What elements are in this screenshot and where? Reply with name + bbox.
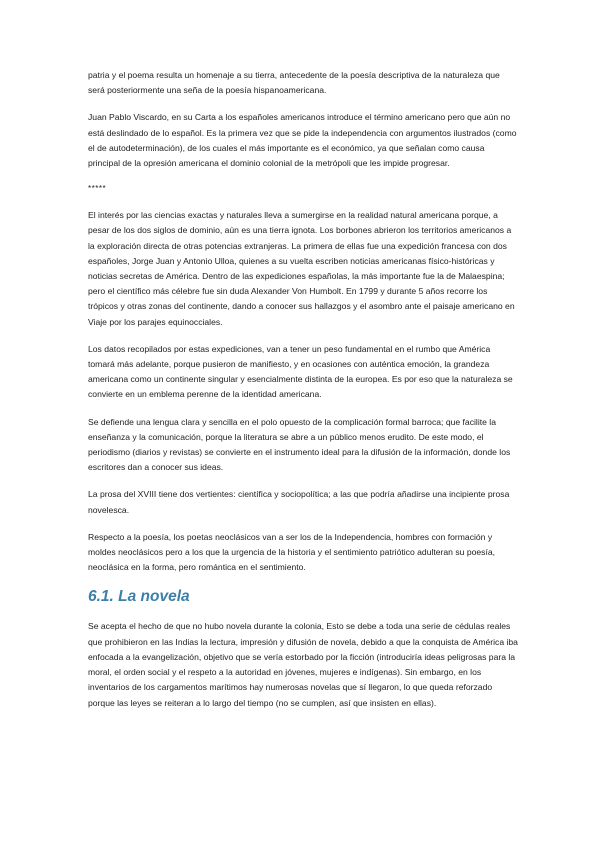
paragraph: Se acepta el hecho de que no hubo novela durante la colonia, Esto se debe a toda una serie de cédulas reales que prohibieron en las Indias la lectura, impresión y difusión de novela, debido a que la conquista de América iba enfocada a la evangelización, objetivo que se vería estorbado por la ficción (introduciría ideas peligrosas para la moral, el orden social y el respeto a la autoridad en jóvenes, mujeres e indígenas). Sin embargo, en los inventarios de los cargamentos marítimos hay numerosas novelas que sí llegaron, lo que queda reforzado porque las leyes se reiteran a lo largo del tiempo (no se cumplen, así que insisten en ellas). — [88, 621, 518, 708]
paragraph: La prosa del XVIII tiene dos vertientes: científica y sociopolítica; a las que podría añadirse una incipiente prosa novelesca. — [88, 489, 510, 515]
paragraph: Juan Pablo Viscardo, en su Carta a los españoles americanos introduce el término americano pero que aún no está deslindado de lo español. Es la primera vez que se pide la independencia con argumentos ilustrados (como el de autodeterminación), de los cuales el más importante es el económico, ya que señalan como causa principal de la opresión americana el dominio colonial de la metrópoli que les impide progresar. — [88, 112, 517, 169]
paragraph: patria y el poema resulta un homenaje a su tierra, antecedente de la poesía descriptiva de la naturaleza que será posteriormente una seña de la poesía hispanoamericana. — [88, 70, 500, 96]
paragraph: El interés por las ciencias exactas y naturales lleva a sumergirse en la realidad natural americana porque, a pesar de los dos siglos de dominio, aún es una tierra ignota. Los borbones abrieron los territorios americanos a la exploración directa de otras potencias extranjeras. La primera de ellas fue una expedición francesa con dos españoles, Jorge Juan y Antonio Ulloa, quienes a su vuelta escriben noticias americanas físico-históricas y noticias secretas de América. Dentro de las expediciones españolas, la más importante fue la de Malaespina; pero el científico más célebre fue sin duda Alexander Von Humbolt. En 1799 y durante 5 años recorre los trópicos y otras zonas del continente, dando a conocer sus hallazgos y el asombro ante el paisaje americano en Viaje por los parajes equinocciales. — [88, 210, 515, 327]
section-heading: 6.1. La novela — [88, 588, 190, 606]
paragraph: Respecto a la poesía, los poetas neoclásicos van a ser los de la Independencia, hombres con formación y moldes neoclásicos pero a los que la urgencia de la historia y el sentimiento patriótico adulteran su poesía, neoclásica en la forma, pero romántica en el sentimiento. — [88, 531, 496, 573]
document-page — [88, 68, 518, 723]
section-separator: ***** — [88, 184, 107, 194]
paragraph: Se defiende una lengua clara y sencilla en el polo opuesto de la complicación formal barroca; que facilite la enseñanza y la comunicación, porque la literatura se abre a un público menos erudito. De este modo, el periodismo (diarios y revistas) se convierte en el instrumento ideal para la difusión de la información, donde los escritores dan a conocer sus ideas. — [88, 416, 511, 473]
paragraph: Los datos recopilados por estas expediciones, van a tener un peso fundamental en el rumbo que América tomará más adelante, porque pusieron de manifiesto, y en ocasiones con auténtica emoción, la grandeza americana como un continente singular y esencialmente distinta de la europea. Es por eso que la naturaleza se convierte en un emblema perenne de la identidad americana. — [88, 343, 513, 400]
